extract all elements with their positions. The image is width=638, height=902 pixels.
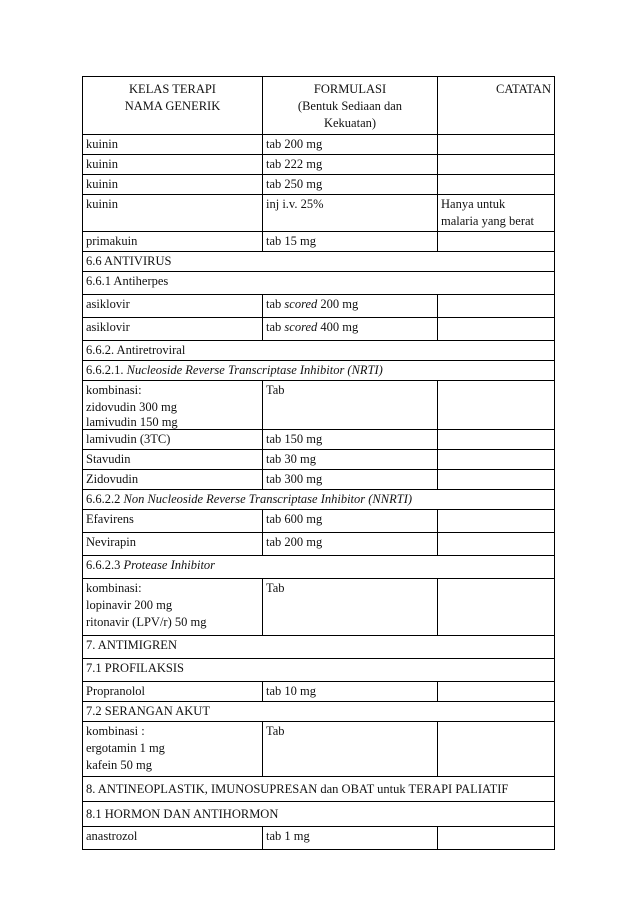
- drug-note: [438, 318, 555, 341]
- formulation-text: tab: [266, 297, 285, 311]
- drug-name: Nevirapin: [83, 533, 263, 556]
- drug-formulation: tab 250 mg: [263, 175, 438, 195]
- table-row: [83, 827, 555, 850]
- drug-note: [438, 232, 555, 252]
- formulation-text: 400 mg: [317, 320, 359, 334]
- drug-name: kuinin: [83, 195, 263, 232]
- drug-note: [438, 450, 555, 470]
- drug-name: asiklovir: [83, 295, 263, 318]
- drug-name: kuinin: [83, 155, 263, 175]
- drug-note: [438, 510, 555, 533]
- drug-formulation: tab 200 mg: [263, 533, 438, 556]
- table-row: [83, 470, 555, 490]
- section-row: [83, 272, 555, 295]
- note-text: malaria yang berat: [441, 214, 535, 228]
- drug-note: [438, 135, 555, 155]
- section-row: [83, 659, 555, 682]
- section-row: [83, 252, 555, 272]
- drug-note: [438, 430, 555, 450]
- section-heading: 7.1 PROFILAKSIS: [83, 659, 555, 682]
- formulation-text: 200 mg: [317, 297, 359, 311]
- drug-name: [83, 579, 263, 636]
- drug-formulation: tab 1 mg: [263, 827, 438, 850]
- table-row: [83, 430, 555, 450]
- table-row: [83, 450, 555, 470]
- section-heading: 6.6 ANTIVIRUS: [83, 252, 555, 272]
- header-formulasi: [263, 77, 438, 135]
- header-text: KELAS TERAPI: [129, 82, 216, 96]
- header-text: (Bentuk Sediaan dan: [297, 99, 403, 113]
- section-row: [83, 361, 555, 381]
- header-text: Kekuatan): [323, 116, 377, 130]
- section-heading: 7.2 SERANGAN AKUT: [83, 702, 555, 722]
- section-heading: 8.1 HORMON DAN ANTIHORMON: [83, 802, 555, 827]
- section-row: [83, 802, 555, 827]
- section-title-italic: Nucleoside Reverse Transcriptase Inhibitor (NRTI): [126, 363, 383, 377]
- drug-formulation: tab 150 mg: [263, 430, 438, 450]
- section-heading: [83, 361, 555, 381]
- section-heading: 6.6.1 Antiherpes: [83, 272, 555, 295]
- table-row: [83, 579, 555, 636]
- note-text: Hanya untuk: [441, 197, 506, 211]
- drug-note: [438, 579, 555, 636]
- drug-line: kombinasi:: [86, 581, 142, 595]
- drug-name: anastrozol: [83, 827, 263, 850]
- drug-name: Stavudin: [83, 450, 263, 470]
- header-kelas-terapi: [83, 77, 263, 135]
- drug-note: [438, 533, 555, 556]
- drug-formulation: tab 300 mg: [263, 470, 438, 490]
- drug-note: [438, 827, 555, 850]
- drug-formulation: tab 15 mg: [263, 232, 438, 252]
- table-row: [83, 722, 555, 777]
- section-row: [83, 341, 555, 361]
- drug-line: lopinavir 200 mg: [86, 598, 173, 612]
- section-heading: [83, 490, 555, 510]
- drug-name: Propranolol: [83, 682, 263, 702]
- drug-line: kafein 50 mg: [86, 758, 152, 772]
- header-catatan: CATATAN: [438, 77, 555, 135]
- table-header-row: [83, 77, 555, 135]
- section-title-italic: Non Nucleoside Reverse Transcriptase Inhibitor (NNRTI): [123, 492, 413, 506]
- drug-line: ergotamin 1 mg: [86, 741, 165, 755]
- drug-line: kombinasi:: [86, 383, 142, 397]
- drug-name: [83, 722, 263, 777]
- drug-formulation: Tab: [263, 381, 438, 430]
- section-number: 6.6.2.3: [86, 558, 124, 572]
- drug-name: Efavirens: [83, 510, 263, 533]
- table-row: [83, 175, 555, 195]
- section-heading: 8. ANTINEOPLASTIK, IMUNOSUPRESAN dan OBAT untuk TERAPI PALIATIF: [83, 777, 555, 802]
- section-heading: [83, 556, 555, 579]
- table-row: [83, 682, 555, 702]
- drug-formulation: tab 30 mg: [263, 450, 438, 470]
- table-row: [83, 510, 555, 533]
- drug-note: [438, 175, 555, 195]
- section-number: 6.6.2.2: [86, 492, 124, 506]
- formulation-italic: scored: [284, 297, 318, 311]
- table-row: [83, 155, 555, 175]
- drug-formulation: tab 222 mg: [263, 155, 438, 175]
- section-row: [83, 556, 555, 579]
- drug-formulary-table: [82, 76, 555, 850]
- drug-line: zidovudin 300 mg: [86, 400, 177, 414]
- table-row: [83, 232, 555, 252]
- section-heading: 7. ANTIMIGREN: [83, 636, 555, 659]
- table-row: [83, 318, 555, 341]
- drug-formulation: [263, 318, 438, 341]
- section-title-italic: Protease Inhibitor: [123, 558, 216, 572]
- drug-name: kuinin: [83, 135, 263, 155]
- table-row: [83, 135, 555, 155]
- drug-note: [438, 155, 555, 175]
- section-row: [83, 490, 555, 510]
- drug-name: [83, 381, 263, 430]
- drug-name: primakuin: [83, 232, 263, 252]
- drug-name: asiklovir: [83, 318, 263, 341]
- formulation-italic: scored: [284, 320, 318, 334]
- drug-formulation: Tab: [263, 579, 438, 636]
- formulation-text: tab: [266, 320, 285, 334]
- drug-name: kuinin: [83, 175, 263, 195]
- drug-formulation: inj i.v. 25%: [263, 195, 438, 232]
- table-row: [83, 533, 555, 556]
- header-text: FORMULASI: [313, 82, 387, 96]
- table-row: [83, 195, 555, 232]
- drug-formulation: Tab: [263, 722, 438, 777]
- section-number: 6.6.2.1.: [86, 363, 127, 377]
- table-row: [83, 381, 555, 430]
- drug-name: Zidovudin: [83, 470, 263, 490]
- table-row: [83, 295, 555, 318]
- section-heading: 6.6.2. Antiretroviral: [83, 341, 555, 361]
- drug-line: ritonavir (LPV/r) 50 mg: [86, 615, 207, 629]
- section-row: [83, 777, 555, 802]
- drug-formulation: [263, 295, 438, 318]
- drug-line: lamivudin 150 mg: [86, 415, 178, 429]
- drug-note: [438, 195, 555, 232]
- drug-note: [438, 470, 555, 490]
- drug-formulation: tab 200 mg: [263, 135, 438, 155]
- section-row: [83, 636, 555, 659]
- drug-formulation: tab 10 mg: [263, 682, 438, 702]
- drug-note: [438, 295, 555, 318]
- drug-note: [438, 381, 555, 430]
- drug-formulation: tab 600 mg: [263, 510, 438, 533]
- drug-line: kombinasi :: [86, 724, 145, 738]
- section-row: [83, 702, 555, 722]
- drug-name: lamivudin (3TC): [83, 430, 263, 450]
- header-text: NAMA GENERIK: [124, 99, 221, 113]
- drug-note: [438, 722, 555, 777]
- drug-note: [438, 682, 555, 702]
